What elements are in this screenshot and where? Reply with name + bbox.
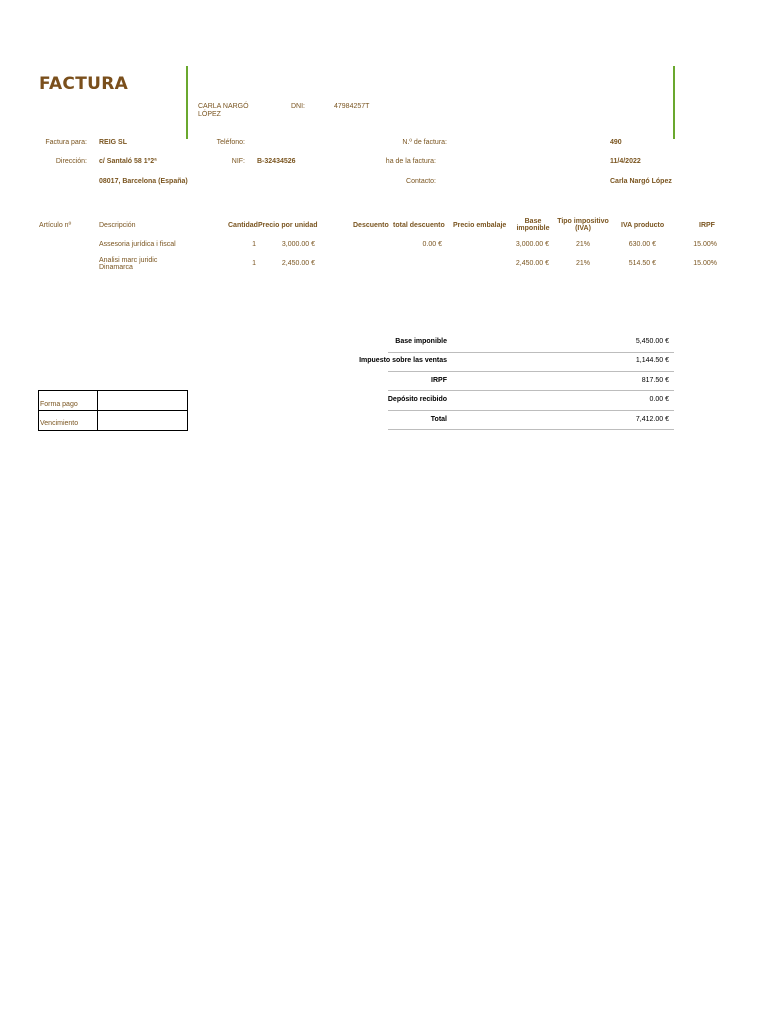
totals-rule-3 bbox=[388, 390, 674, 391]
totals-impuesto-value: 1,144.50 € bbox=[635, 357, 669, 364]
factura-para-label: Factura para: bbox=[45, 139, 87, 146]
totals-base-value: 5,450.00 € bbox=[635, 338, 669, 345]
row2-descripcion-line1: Analisi marc juridic bbox=[99, 257, 158, 264]
vencimiento-label: Vencimiento bbox=[40, 420, 79, 427]
row2-tipo: 21% bbox=[575, 260, 590, 267]
numero-factura-label: N.º de factura: bbox=[402, 139, 447, 146]
payment-box-divider bbox=[38, 410, 188, 411]
accent-divider-right bbox=[673, 66, 675, 139]
payment-box-vdivider bbox=[97, 390, 98, 431]
col-header-base-line2: imponible bbox=[516, 225, 550, 232]
direccion-label: Dirección: bbox=[55, 158, 87, 165]
totals-base-label: Base imponible bbox=[395, 338, 447, 345]
row1-irpf: 15.00% bbox=[693, 241, 717, 248]
row1-cantidad: 1 bbox=[252, 241, 256, 248]
row1-iva: 630.00 € bbox=[628, 241, 656, 248]
fecha-factura-label: ha de la factura: bbox=[385, 158, 436, 165]
col-header-precio-embalaje: Precio embalaje bbox=[453, 222, 507, 229]
postal-address-value: 08017, Barcelona (España) bbox=[99, 178, 188, 185]
dni-label: DNI: bbox=[291, 103, 305, 110]
row2-iva: 514.50 € bbox=[628, 260, 656, 267]
nif-label: NIF: bbox=[231, 158, 245, 165]
fecha-factura-value: 11/4/2022 bbox=[610, 158, 641, 165]
col-header-iva-producto: IVA producto bbox=[621, 222, 665, 229]
col-header-descripcion: Descripción bbox=[99, 222, 136, 229]
totals-deposito-label: Depósito recibido bbox=[387, 396, 447, 403]
row2-precio: 2,450.00 € bbox=[281, 260, 315, 267]
totals-rule-4 bbox=[388, 410, 674, 411]
col-header-irpf: IRPF bbox=[699, 222, 715, 229]
factura-para-value: REIG SL bbox=[99, 139, 128, 146]
totals-irpf-value: 817.50 € bbox=[641, 377, 669, 384]
col-header-tipo-line1: Tipo impositivo bbox=[557, 218, 609, 225]
totals-impuesto-label: Impuesto sobre las ventas bbox=[359, 357, 447, 364]
totals-rule-2 bbox=[388, 371, 674, 372]
col-header-tipo-line2: (IVA) bbox=[575, 225, 591, 232]
row1-tipo: 21% bbox=[575, 241, 590, 248]
telefono-label: Teléfono: bbox=[216, 139, 245, 146]
row1-base: 3,000.00 € bbox=[515, 241, 549, 248]
nif-value: B-32434526 bbox=[257, 158, 296, 165]
totals-total-value: 7,412.00 € bbox=[635, 416, 669, 423]
row2-cantidad: 1 bbox=[252, 260, 256, 267]
row1-precio: 3,000.00 € bbox=[281, 241, 315, 248]
direccion-value: c/ Santaló 58 1º2ª bbox=[99, 158, 157, 165]
accent-divider-left bbox=[186, 66, 188, 139]
row2-irpf: 15.00% bbox=[693, 260, 717, 267]
contacto-label: Contacto: bbox=[406, 178, 436, 185]
dni-value: 47984257T bbox=[334, 103, 370, 110]
col-header-precio: Precio por unidad bbox=[258, 222, 318, 229]
numero-factura-value: 490 bbox=[610, 139, 622, 146]
issuer-name-line1: CARLA NARGÓ bbox=[198, 103, 249, 110]
row2-descripcion-line2: Dinamarca bbox=[99, 264, 133, 271]
forma-pago-label: Forma pago bbox=[40, 401, 78, 408]
invoice-title: FACTURA bbox=[39, 74, 129, 94]
col-header-total-descuento: total descuento bbox=[393, 222, 445, 229]
totals-irpf-label: IRPF bbox=[431, 377, 447, 384]
col-header-cantidad: Cantidad bbox=[228, 222, 258, 229]
row1-total-descuento: 0.00 € bbox=[422, 241, 442, 248]
contacto-value: Carla Nargó López bbox=[610, 178, 672, 185]
col-header-articulo: Artículo nº bbox=[39, 222, 72, 229]
row1-descripcion: Assesoria jurídica i fiscal bbox=[99, 241, 176, 248]
col-header-base-line1: Base bbox=[524, 218, 542, 225]
totals-rule-1 bbox=[388, 352, 674, 353]
issuer-name-line2: LÓPEZ bbox=[198, 111, 221, 118]
totals-rule-5 bbox=[388, 429, 674, 430]
col-header-descuento: Descuento bbox=[353, 222, 389, 229]
row2-base: 2,450.00 € bbox=[515, 260, 549, 267]
totals-deposito-value: 0.00 € bbox=[649, 396, 669, 403]
totals-total-label: Total bbox=[430, 416, 447, 423]
